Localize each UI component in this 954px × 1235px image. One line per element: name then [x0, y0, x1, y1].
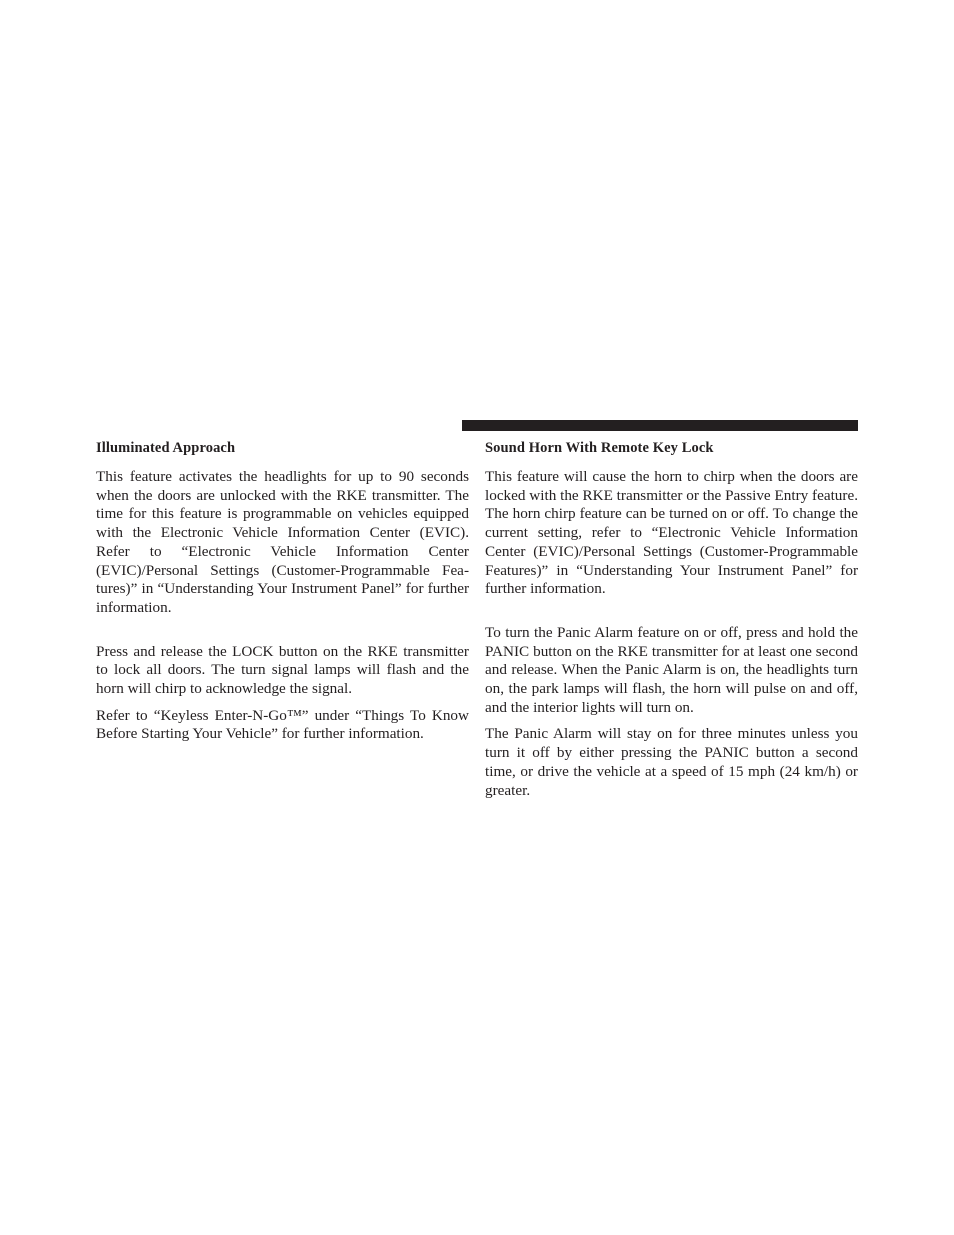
- panic-alarm-toggle-paragraph: To turn the Panic Alarm feature on or off, press and hold the PANIC button on the RKE transmitter for at least one second and release. When the Panic Alarm is on, the headlights turn on, the park lamps will flash, the horn will pulse on and off, and the interior lights will turn on.: [485, 623, 858, 716]
- spacer: [96, 626, 469, 643]
- sound-horn-heading: Sound Horn With Remote Key Lock: [485, 440, 714, 456]
- section-divider-bar: [462, 420, 858, 431]
- illuminated-approach-paragraph: This feature activates the headlights for up to 90 seconds when the doors are unlocked with the RKE transmitter. The time for this feature is programmable on vehicles equipped with the Electronic Vehicle Information Center (EVIC). Refer to “Electronic Vehicle Information Center (EVIC)/Personal Settings (Customer-Programmable Features)” in “Understanding Your Instrument Panel” for further information.: [96, 468, 469, 616]
- panic-alarm-duration-paragraph: The Panic Alarm will stay on for three minutes unless you turn it off by either pressing the PANIC button a second time, or drive the vehicle at a speed of 15 mph (24 km/h) or greater.: [485, 725, 858, 799]
- illuminated-approach-heading: Illuminated Approach: [96, 440, 236, 456]
- sound-horn-paragraph: This feature will cause the horn to chirp when the doors are locked with the RKE transmitter or the Passive Entry feature. The horn chirp feature can be turned on or off. To change the current setting, refer to “Electronic Vehicle Information Center (EVIC)/Personal Settings (Customer-Programmable Features)” in “Understanding Your Instrument Panel” for further information.: [485, 468, 858, 598]
- keyless-enter-n-go-reference: Refer to “Keyless Enter-N-Go™” under “Things To Know Before Starting Your Vehicle” for further information.: [96, 706, 469, 743]
- left-column: [96, 437, 469, 752]
- lock-button-paragraph: Press and release the LOCK button on the RKE transmitter to lock all doors. The turn signal lamps will flash and the horn will chirp to acknowledge the signal.: [96, 642, 469, 698]
- right-column: [485, 437, 858, 808]
- spacer: [485, 607, 858, 624]
